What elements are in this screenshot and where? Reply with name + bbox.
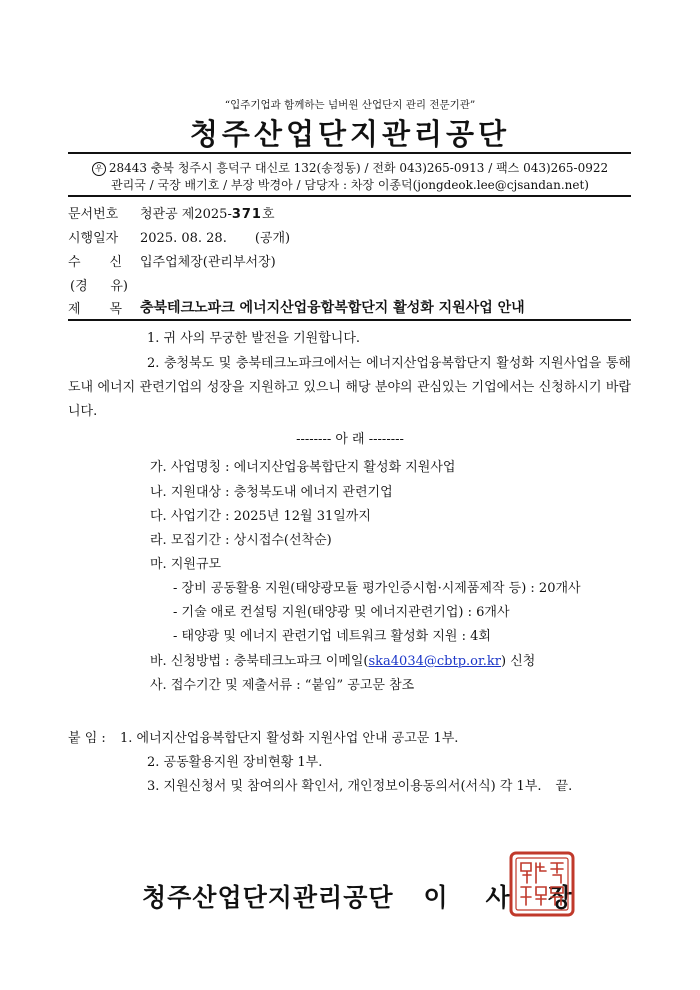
doc-number-suffix: 호 bbox=[261, 207, 275, 222]
apply-suffix: ) 신청 bbox=[501, 654, 536, 669]
header-bottom-divider bbox=[68, 195, 631, 197]
attachment-3 bbox=[147, 775, 572, 794]
signature-title: 이사장 bbox=[423, 883, 610, 912]
list-item-target: 나. 지원대상 : 충청북도내 에너지 관련기업 bbox=[150, 485, 393, 500]
recipient-label: 수 신 bbox=[68, 255, 122, 270]
official-seal-icon bbox=[509, 851, 575, 917]
slogan: “입주기업과 함께하는 넘버원 산업단지 관리 전문기관” bbox=[224, 99, 476, 111]
paragraph-1: 1. 귀 사의 무궁한 발전을 기원합니다. bbox=[147, 331, 361, 346]
apply-email-link[interactable]: ska4034@cbtp.or.kr bbox=[368, 654, 501, 669]
doc-number-value bbox=[140, 203, 275, 222]
organization-title: 청주산업단지관리공단 bbox=[189, 117, 511, 151]
sub-item-network: - 태양광 및 에너지 관련기업 네트워크 활성화 지원 : 4회 bbox=[173, 629, 491, 644]
doc-number-prefix: 청관공 제2025- bbox=[140, 207, 232, 222]
subject-divider bbox=[68, 319, 631, 321]
doc-number-bold: 371 bbox=[231, 207, 262, 222]
list-item-recruit: 라. 모집기간 : 상시접수(선착순) bbox=[150, 533, 332, 548]
attachment-3-text: 3. 지원신청서 및 참여의사 확인서, 개인정보이용동의서(서식) 각 1부. bbox=[147, 779, 542, 794]
list-item-name: 가. 사업명칭 : 에너지산업융복합단지 활성화 지원사업 bbox=[150, 460, 456, 475]
list-item-documents: 사. 접수기간 및 제출서류 : “붙임” 공고문 참조 bbox=[150, 678, 415, 693]
sub-item-equipment: - 장비 공동활용 지원(태양광모듈 평가인증시험·시제품제작 등) : 20개사 bbox=[173, 581, 581, 596]
list-item-period: 다. 사업기간 : 2025년 12월 31일까지 bbox=[150, 509, 371, 524]
header-divider bbox=[68, 152, 631, 154]
address-text: 28443 충북 청주시 흥덕구 대신로 132(송정동) / 전화 043)265-0913 / 팩스 043)265-0922 bbox=[108, 161, 609, 175]
recipient-value: 입주업체장(관리부서장) bbox=[140, 255, 276, 270]
attachment-1: 1. 에너지산업융복합단지 활성화 지원사업 안내 공고문 1부. bbox=[120, 731, 459, 746]
date-text: 2025. 08. 28. bbox=[140, 231, 227, 246]
apply-prefix: 바. 신청방법 : 충북테크노파크 이메일( bbox=[150, 654, 369, 669]
signature-org: 청주산업단지관리공단 bbox=[142, 883, 394, 912]
zip-symbol: 우 bbox=[92, 162, 106, 176]
date-label: 시행일자 bbox=[68, 231, 119, 246]
end-marker: 끝. bbox=[555, 779, 573, 794]
below-marker: -------- 아 래 -------- bbox=[296, 432, 404, 447]
subject-label: 제 목 bbox=[68, 302, 122, 317]
address-line bbox=[0, 159, 700, 176]
staff-line: 관리국 / 국장 배기호 / 부장 박경아 / 담당자 : 차장 이종덕(jongdeok.lee@cjsandan.net) bbox=[111, 178, 589, 192]
disclosure-status: (공개) bbox=[254, 231, 291, 246]
paragraph-2: 2. 충청북도 및 충북테크노파크에서는 에너지산업융복합단지 활성화 지원사업을 통해 도내 에너지 관련기업의 성장을 지원하고 있으니 해당 분야의 관심있는 기업에서는 신청하시기 바랍니다. bbox=[68, 356, 631, 419]
list-item-apply bbox=[150, 650, 535, 669]
date-value bbox=[140, 227, 290, 246]
subject-value: 충북테크노파크 에너지산업융합복합단지 활성화 지원사업 안내 bbox=[140, 300, 525, 316]
doc-number-label: 문서번호 bbox=[68, 207, 119, 222]
attachment-label: 붙 임 : bbox=[68, 731, 106, 746]
via-label: (경 유) bbox=[70, 279, 128, 294]
attachment-2: 2. 공동활용지원 장비현황 1부. bbox=[147, 755, 323, 770]
list-item-scale: 마. 지원규모 bbox=[150, 557, 222, 572]
sub-item-consulting: - 기술 애로 컨설팅 지원(태양광 및 에너지관련기업) : 6개사 bbox=[173, 605, 510, 620]
